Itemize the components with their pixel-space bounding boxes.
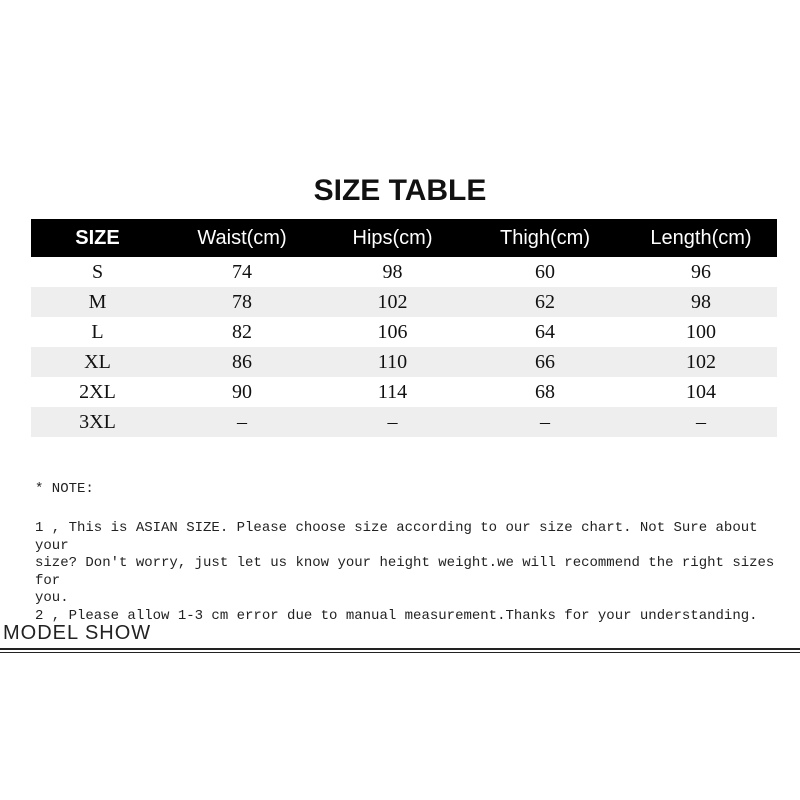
table-cell: 2XL xyxy=(79,380,116,403)
table-cell: – xyxy=(164,407,320,437)
column-header-length: Length(cm) xyxy=(625,219,777,257)
table-cell: 100 xyxy=(686,320,716,343)
table-cell: 110 xyxy=(320,347,465,377)
column-header-hips: Hips(cm) xyxy=(320,219,465,257)
table-cell: 3XL xyxy=(31,407,164,437)
table-cell: 78 xyxy=(164,287,320,317)
table-row xyxy=(31,407,777,437)
table-cell: 90 xyxy=(232,380,252,403)
page-title: SIZE TABLE xyxy=(313,174,487,207)
size-note xyxy=(35,480,783,625)
model-show-heading: MODEL SHOW xyxy=(3,622,152,644)
table-cell: 60 xyxy=(535,260,555,283)
table-cell: M xyxy=(31,287,164,317)
table-header-row xyxy=(31,219,777,257)
note-line: 2 , Please allow 1-3 cm error due to manual measurement.Thanks for your understanding. xyxy=(35,607,758,624)
table-cell: 98 xyxy=(382,260,403,283)
column-header-waist: Waist(cm) xyxy=(164,219,320,257)
table-cell: 64 xyxy=(535,320,555,343)
table-cell: 82 xyxy=(232,320,252,343)
table-cell: L xyxy=(91,320,104,343)
table-cell: XL xyxy=(31,347,164,377)
size-table xyxy=(31,219,777,437)
column-header-thigh: Thigh(cm) xyxy=(465,219,625,257)
table-cell: S xyxy=(91,260,104,283)
section-divider-thin xyxy=(0,652,800,653)
note-line: size? Don't worry, just let us know your height weight.we will recommend the right sizes for xyxy=(35,555,783,589)
note-heading: * NOTE: xyxy=(35,481,94,497)
table-row xyxy=(31,317,777,347)
table-cell: 68 xyxy=(535,380,555,403)
table-cell: 102 xyxy=(320,287,465,317)
table-cell: 86 xyxy=(164,347,320,377)
table-cell: – xyxy=(465,407,625,437)
table-cell: – xyxy=(320,407,465,437)
column-header-size: SIZE xyxy=(31,219,164,257)
note-line: you. xyxy=(35,590,69,606)
table-row xyxy=(31,377,777,407)
table-cell: – xyxy=(625,407,777,437)
table-row xyxy=(31,287,777,317)
note-line: 1 , This is ASIAN SIZE. Please choose size according to our size chart. Not Sure about your xyxy=(35,520,766,554)
table-cell: 98 xyxy=(625,287,777,317)
table-cell: 102 xyxy=(625,347,777,377)
table-cell: 66 xyxy=(465,347,625,377)
section-divider xyxy=(0,648,800,650)
table-row xyxy=(31,347,777,377)
table-cell: 96 xyxy=(691,260,711,283)
table-cell: 62 xyxy=(465,287,625,317)
table-row xyxy=(31,257,777,287)
table-cell: 114 xyxy=(377,380,408,403)
table-cell: 74 xyxy=(232,260,252,283)
table-cell: 104 xyxy=(686,380,716,403)
table-cell: 106 xyxy=(377,320,408,343)
